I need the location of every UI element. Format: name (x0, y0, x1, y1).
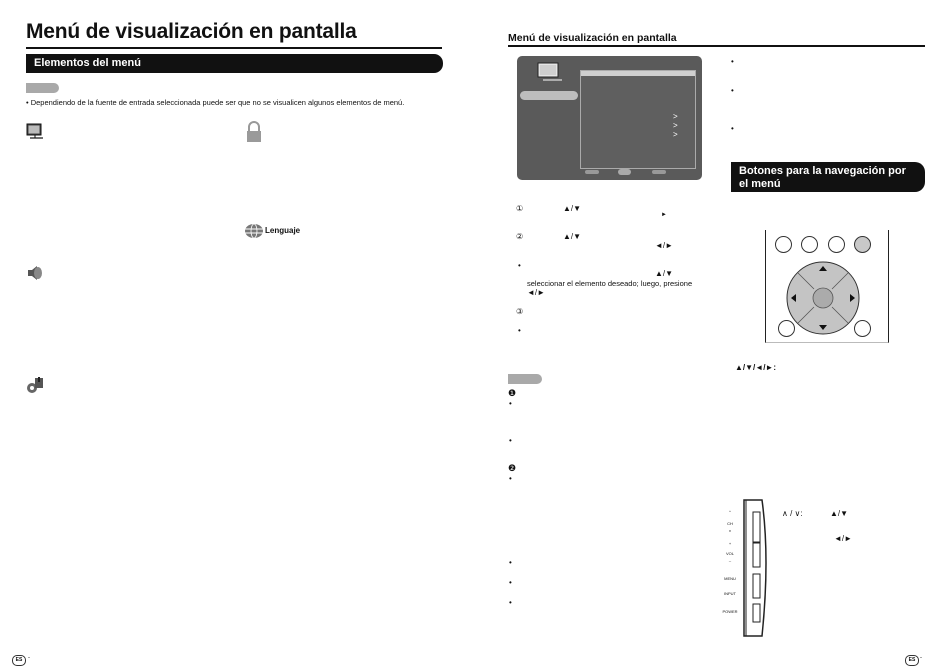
step-2-arrows: ▲/▼ (563, 232, 582, 241)
remote-dpad (785, 260, 861, 336)
bullet-lr-arrows: ◄/► (527, 288, 546, 297)
side-caption-arrows: ▲/▼ (830, 509, 849, 518)
vol-plus-symbol: + (728, 541, 732, 546)
osd-arrow-3: > (673, 130, 678, 139)
osd-screen (517, 56, 702, 180)
vol-label: VOL (725, 551, 734, 556)
note-number-1: ❶ (508, 388, 517, 398)
right-bullet-3: • (731, 124, 734, 133)
remote-button-3 (828, 236, 845, 253)
menu-label: MENU (724, 576, 736, 581)
osd-selected-item (520, 91, 578, 100)
nav-buttons-bar: Botones para la navegación por el menú (731, 162, 925, 192)
step-3-number: ③ (516, 307, 524, 316)
osd-tv-icon (537, 62, 563, 82)
step-1-number: ① (516, 204, 524, 213)
osd-submenu (580, 70, 696, 169)
note-bullet-1: • (509, 399, 512, 408)
side-caption-lr: ◄/► (834, 534, 853, 543)
note-tag-right (508, 374, 542, 384)
side-caption-av: ∧ / ∨: (782, 509, 803, 518)
remote-button-4 (854, 236, 871, 253)
tv-icon (26, 123, 44, 141)
note-bullet-4: • (509, 558, 512, 567)
bullet-text: seleccionar el elemento deseado; luego, presione (527, 279, 693, 288)
language-label: Lenguaje (265, 226, 301, 235)
step-2-number: ② (516, 232, 524, 241)
section-bar-label: Elementos del menú (34, 57, 141, 69)
step-1-right-arrow: ► (661, 212, 667, 218)
vol-minus-symbol: – (728, 558, 732, 563)
osd-arrow-1: > (673, 112, 678, 121)
note-number-2: ❷ (508, 463, 517, 473)
right-bullet-1: • (731, 57, 734, 66)
note-bullet-6: • (509, 598, 512, 607)
page-title: Menú de visualización en pantalla (26, 20, 357, 43)
step-bullet: • (518, 261, 521, 270)
osd-arrows (673, 112, 678, 139)
tv-side-panel (718, 498, 770, 638)
right-bullet-2: • (731, 86, 734, 95)
osd-arrow-2: > (673, 121, 678, 130)
note-tag (26, 83, 59, 93)
page-dash-left: - (28, 655, 30, 661)
note-bullet-5: • (509, 578, 512, 587)
setup-icon (26, 376, 46, 394)
remote-button-6 (854, 320, 871, 337)
osd-footer-pill-3 (652, 170, 666, 174)
power-label: POWER (722, 609, 738, 614)
title-rule (26, 47, 442, 49)
speaker-icon (26, 264, 44, 282)
globe-icon (244, 223, 264, 239)
remote-button-5 (778, 320, 795, 337)
step-1-arrows: ▲/▼ (563, 204, 582, 213)
step-2-lr-arrows: ◄/► (655, 241, 674, 250)
page-badge-left: ES (12, 655, 26, 666)
osd-footer-pill-1 (585, 170, 599, 174)
page-badge-right: ES (905, 655, 919, 666)
remote-illustration (765, 230, 889, 343)
page-dash-right: - (920, 655, 922, 661)
lock-icon (245, 121, 263, 143)
step-3-bullet: • (518, 326, 521, 335)
ch-down-symbol: v (729, 528, 731, 533)
right-header-title: Menú de visualización en pantalla (508, 32, 677, 44)
bullet-arrows: ▲/▼ (655, 269, 674, 278)
note-bullet-2: • (509, 436, 512, 445)
remote-button-1 (775, 236, 792, 253)
input-label: INPUT (724, 591, 736, 596)
remote-button-2 (801, 236, 818, 253)
note-text: • Dependiendo de la fuente de entrada seleccionada puede ser que no se visualicen algunos elementos de menú. (26, 98, 405, 107)
ch-up-symbol: ^ (729, 509, 731, 514)
arrows-legend: ▲/▼/◄/►: (735, 363, 777, 372)
right-header-rule (508, 45, 925, 47)
osd-footer-pill-2 (618, 169, 631, 175)
note-bullet-3: • (509, 474, 512, 483)
ch-label: CH (727, 521, 733, 526)
section-bar (26, 54, 443, 73)
